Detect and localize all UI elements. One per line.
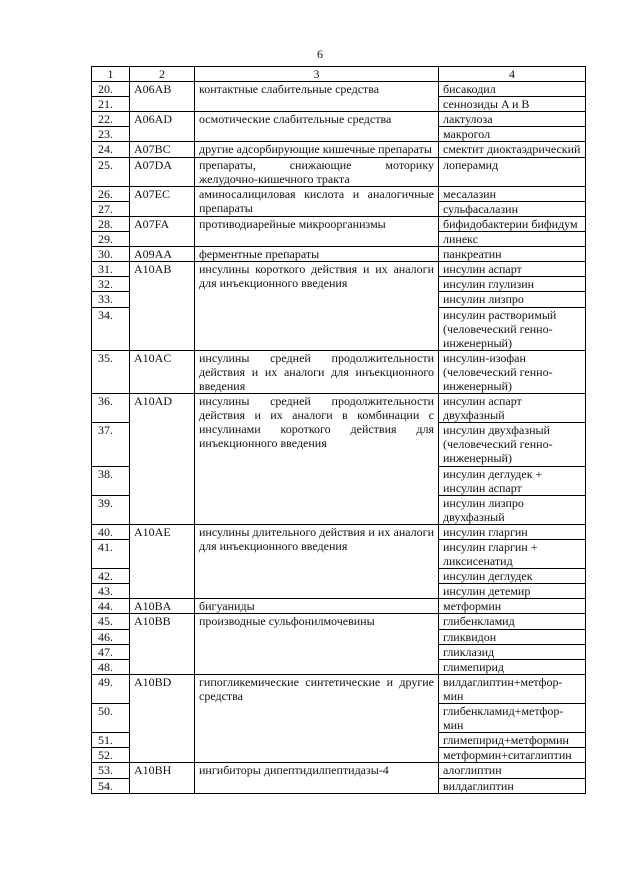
row-number: 20. bbox=[92, 82, 130, 97]
drug-name: метформин+ситаглиптин bbox=[439, 748, 586, 763]
table-row bbox=[92, 599, 586, 614]
row-number: 29. bbox=[92, 232, 130, 247]
drug-group: инсулины средней продолжительности действия и их аналоги в комбинации с инсулинами короткого действия для инъекционного введения bbox=[195, 394, 439, 525]
drug-name: глибенкламид+метфор-мин bbox=[439, 704, 586, 733]
drug-name: инсулин аспарт bbox=[439, 262, 586, 277]
table-row bbox=[92, 350, 586, 393]
drug-name: метформин bbox=[439, 599, 586, 614]
row-number: 32. bbox=[92, 277, 130, 292]
drug-name: бифидобактерии бифидум bbox=[439, 216, 586, 231]
row-number: 45. bbox=[92, 614, 130, 629]
drug-name: лактулоза bbox=[439, 112, 586, 127]
drug-group: ингибиторы дипептидилпептидазы-4 bbox=[195, 763, 439, 793]
row-number: 54. bbox=[92, 778, 130, 793]
atc-code: A09AA bbox=[130, 247, 195, 262]
header-cell: 4 bbox=[439, 67, 586, 82]
table-row bbox=[92, 614, 586, 629]
row-number: 34. bbox=[92, 307, 130, 350]
page-number: 6 bbox=[317, 47, 323, 61]
drug-group: ферментные препараты bbox=[195, 247, 439, 262]
drug-group: контактные слабительные средства bbox=[195, 82, 439, 112]
drug-group: бигуаниды bbox=[195, 599, 439, 614]
drug-name: глимепирид+метформин bbox=[439, 733, 586, 748]
atc-code: A07FA bbox=[130, 216, 195, 246]
drug-name: сульфасалазин bbox=[439, 201, 586, 216]
atc-code: A07DA bbox=[130, 157, 195, 186]
row-number: 26. bbox=[92, 186, 130, 201]
row-number: 43. bbox=[92, 584, 130, 599]
drug-name: гликвидон bbox=[439, 629, 586, 644]
row-number: 28. bbox=[92, 216, 130, 231]
drug-name: инсулин деглудек + инсулин аспарт bbox=[439, 466, 586, 495]
drug-group: гипогликемические синтетические и другие средства bbox=[195, 674, 439, 763]
drug-name: глимепирид bbox=[439, 659, 586, 674]
row-number: 39. bbox=[92, 495, 130, 524]
drug-name: сеннозиды A и B bbox=[439, 97, 586, 112]
row-number: 41. bbox=[92, 540, 130, 569]
row-number: 33. bbox=[92, 292, 130, 307]
drug-name: инсулин лизпро двухфазный bbox=[439, 495, 586, 524]
drug-table bbox=[91, 66, 586, 794]
drug-name: вилдаглиптин bbox=[439, 778, 586, 793]
row-number: 52. bbox=[92, 748, 130, 763]
drug-group: аминосалициловая кислота и аналогичные препараты bbox=[195, 186, 439, 216]
row-number: 30. bbox=[92, 247, 130, 262]
drug-name: инсулин гларгин + ликсисенатид bbox=[439, 540, 586, 569]
drug-group: инсулины средней продолжительности действия и их аналоги для инъекционного введения bbox=[195, 350, 439, 393]
row-number: 49. bbox=[92, 674, 130, 703]
row-number: 23. bbox=[92, 127, 130, 142]
drug-name: инсулин растворимый (человеческий генно-инженерный) bbox=[439, 307, 586, 350]
drug-group: осмотические слабительные средства bbox=[195, 112, 439, 142]
row-number: 38. bbox=[92, 466, 130, 495]
table-row bbox=[92, 394, 586, 423]
drug-name: гликлазид bbox=[439, 644, 586, 659]
drug-name: алоглиптин bbox=[439, 763, 586, 778]
atc-code: A10AC bbox=[130, 350, 195, 393]
atc-code: A07EC bbox=[130, 186, 195, 216]
drug-name: инсулин аспарт двухфазный bbox=[439, 394, 586, 423]
drug-name: инсулин глулизин bbox=[439, 277, 586, 292]
row-number: 42. bbox=[92, 569, 130, 584]
row-number: 37. bbox=[92, 423, 130, 466]
table-row bbox=[92, 247, 586, 262]
row-number: 21. bbox=[92, 97, 130, 112]
drug-name: панкреатин bbox=[439, 247, 586, 262]
row-number: 24. bbox=[92, 142, 130, 157]
row-number: 47. bbox=[92, 644, 130, 659]
atc-code: A06AB bbox=[130, 82, 195, 112]
table-row bbox=[92, 186, 586, 201]
atc-code: A10BH bbox=[130, 763, 195, 793]
drug-name: лоперамид bbox=[439, 157, 586, 186]
drug-name: инсулин-изофан (человеческий генно-инженерный) bbox=[439, 350, 586, 393]
drug-group: производные сульфонилмочевины bbox=[195, 614, 439, 674]
header-cell: 3 bbox=[195, 67, 439, 82]
drug-group: инсулины длительного действия и их аналоги для инъекционного введения bbox=[195, 524, 439, 598]
table-row bbox=[92, 157, 586, 186]
drug-name: инсулин детемир bbox=[439, 584, 586, 599]
table-row bbox=[92, 674, 586, 703]
table-row bbox=[92, 524, 586, 539]
drug-group: инсулины короткого действия и их аналоги для инъекционного введения bbox=[195, 262, 439, 351]
atc-code: A10BA bbox=[130, 599, 195, 614]
atc-code: A07BC bbox=[130, 142, 195, 157]
atc-code: A10BD bbox=[130, 674, 195, 763]
atc-code: A06AD bbox=[130, 112, 195, 142]
row-number: 35. bbox=[92, 350, 130, 393]
drug-name: месалазин bbox=[439, 186, 586, 201]
row-number: 51. bbox=[92, 733, 130, 748]
drug-name: инсулин гларгин bbox=[439, 524, 586, 539]
header-cell: 2 bbox=[130, 67, 195, 82]
atc-code: A10AD bbox=[130, 394, 195, 525]
row-number: 31. bbox=[92, 262, 130, 277]
header-row bbox=[92, 67, 586, 82]
row-number: 22. bbox=[92, 112, 130, 127]
atc-code: A10AB bbox=[130, 262, 195, 351]
table-row bbox=[92, 262, 586, 277]
drug-name: вилдаглиптин+метфор-мин bbox=[439, 674, 586, 703]
drug-name: инсулин деглудек bbox=[439, 569, 586, 584]
drug-group: противодиарейные микроорганизмы bbox=[195, 216, 439, 246]
table-row bbox=[92, 142, 586, 157]
atc-code: A10AE bbox=[130, 524, 195, 598]
row-number: 40. bbox=[92, 524, 130, 539]
row-number: 36. bbox=[92, 394, 130, 423]
table-row bbox=[92, 112, 586, 127]
drug-name: макрогол bbox=[439, 127, 586, 142]
row-number: 53. bbox=[92, 763, 130, 778]
table-row bbox=[92, 82, 586, 97]
row-number: 48. bbox=[92, 659, 130, 674]
table-row bbox=[92, 216, 586, 231]
header-cell: 1 bbox=[92, 67, 130, 82]
row-number: 50. bbox=[92, 704, 130, 733]
row-number: 44. bbox=[92, 599, 130, 614]
row-number: 25. bbox=[92, 157, 130, 186]
drug-name: инсулин двухфазный (человеческий генно-инженерный) bbox=[439, 423, 586, 466]
row-number: 46. bbox=[92, 629, 130, 644]
drug-group: другие адсорбирующие кишечные препараты bbox=[195, 142, 439, 157]
row-number: 27. bbox=[92, 201, 130, 216]
drug-name: линекс bbox=[439, 232, 586, 247]
drug-name: инсулин лизпро bbox=[439, 292, 586, 307]
atc-code: A10BB bbox=[130, 614, 195, 674]
drug-name: глибенкламид bbox=[439, 614, 586, 629]
drug-group: препараты, снижающие моторику желудочно-кишечного тракта bbox=[195, 157, 439, 186]
drug-name: бисакодил bbox=[439, 82, 586, 97]
table-row bbox=[92, 763, 586, 778]
drug-name: смектит диоктаэдрический bbox=[439, 142, 586, 157]
